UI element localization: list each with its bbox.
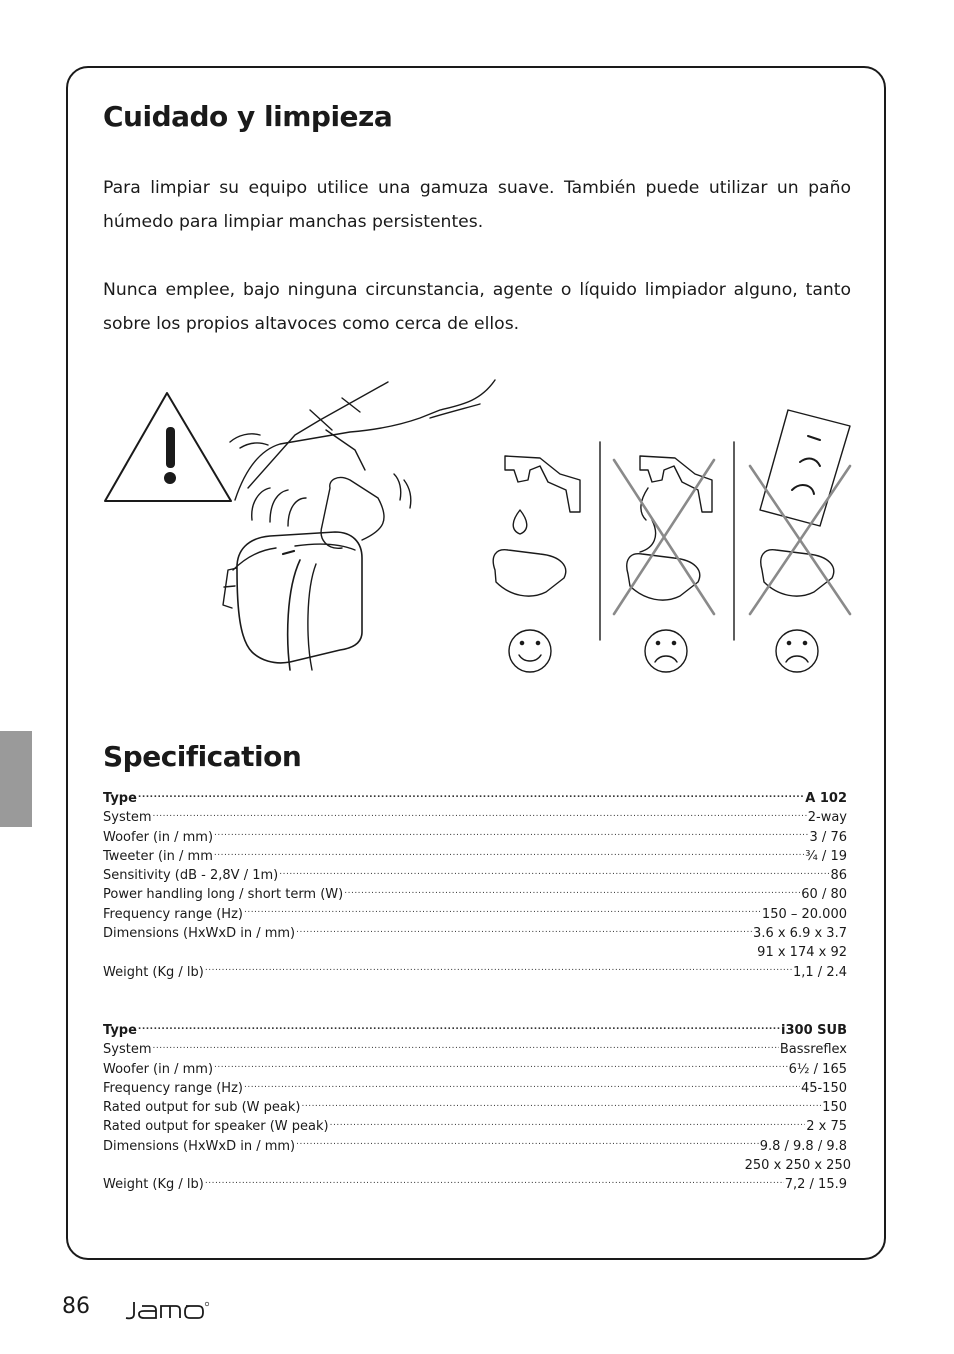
sad-face-icon: [776, 630, 818, 672]
spec-value: 150: [822, 1100, 847, 1116]
spec-table-i300-sub: [103, 1021, 851, 1195]
spec-row: [103, 924, 847, 943]
page-number: 86: [62, 1294, 90, 1319]
spec-title: Specification: [103, 740, 302, 773]
spec-type-row: [103, 1021, 847, 1040]
spec-value: Bassreflex: [779, 1042, 847, 1058]
spec-value: 60 / 80: [801, 887, 847, 903]
spec-value: 250 x 250 x 250: [744, 1158, 851, 1174]
spec-row: [103, 1079, 847, 1098]
spec-row: [103, 963, 847, 982]
crossed-out-chemical-cleaner-icon: [750, 410, 850, 614]
cleaning-illustration: [100, 370, 860, 680]
spec-value: 2 x 75: [806, 1119, 847, 1135]
spec-type-label: Type: [103, 1023, 137, 1038]
spec-row: [103, 808, 847, 827]
spec-value: 2-way: [807, 810, 847, 826]
spec-row-continuation: [103, 943, 847, 962]
spec-row: [103, 1098, 847, 1117]
spec-row: [103, 847, 847, 866]
spec-label: Woofer (in / mm): [103, 1061, 214, 1077]
spec-value: 7,2 / 15.9: [784, 1177, 847, 1193]
care-paragraph-1: Para limpiar su equipo utilice una gamuza suave. También puede utilizar un paño húmedo para limpiar manchas persistentes.: [103, 178, 851, 232]
spec-label: Weight (Kg / lb): [103, 964, 204, 980]
spec-value: 150 – 20.000: [761, 906, 847, 922]
spec-label: Frequency range (Hz): [103, 1080, 243, 1096]
spec-label: Power handling long / short term (W): [103, 887, 344, 903]
spec-row: [103, 1060, 847, 1079]
section-tab-marker: [0, 731, 32, 827]
spec-row: [103, 1137, 847, 1156]
spec-label: Woofer (in / mm): [103, 829, 214, 845]
spec-type-value: i300 SUB: [781, 1023, 847, 1038]
spec-value: 91 x 174 x 92: [757, 945, 847, 961]
spec-value: 3 / 76: [809, 829, 847, 845]
happy-face-icon: [509, 630, 551, 672]
spec-type-label: Type: [103, 791, 137, 806]
spec-type-row: [103, 789, 847, 808]
spec-table-a102: [103, 789, 847, 982]
spec-label: System: [103, 1042, 152, 1058]
spec-label: Rated output for speaker (W peak): [103, 1119, 329, 1135]
jamo-logo: [124, 1298, 224, 1322]
spec-row: [103, 1175, 847, 1194]
warning-triangle-icon: [105, 393, 231, 501]
spec-value: ¾ / 19: [805, 848, 847, 864]
spec-label: Dimensions (HxWxD in / mm): [103, 1138, 296, 1154]
spec-row: [103, 1040, 847, 1059]
care-paragraph-2: Nunca emplee, bajo ninguna circunstancia, agente o líquido limpiador alguno, tanto sobre los propios altavoces como cerca de ellos.: [103, 280, 851, 334]
spec-value: 6½ / 165: [788, 1061, 847, 1077]
spec-type-value: A 102: [805, 791, 847, 806]
spec-row: [103, 885, 847, 904]
spec-row: [103, 1117, 847, 1136]
water-drop-cloth-icon: [493, 456, 580, 596]
spec-row: [103, 866, 847, 885]
sad-face-icon: [645, 630, 687, 672]
crossed-out-wet-cloth-icon: [614, 456, 714, 614]
spec-value: 9.8 / 9.8 / 9.8: [759, 1138, 847, 1154]
care-title: Cuidado y limpieza: [103, 100, 393, 133]
spec-value: 3.6 x 6.9 x 3.7: [753, 926, 847, 942]
speaker-wiping-hand-icon: [223, 380, 495, 670]
spec-label: Tweeter (in / mm: [103, 848, 213, 864]
spec-row: [103, 828, 847, 847]
spec-label: Weight (Kg / lb): [103, 1177, 204, 1193]
spec-label: Sensitivity (dB - 2,8V / 1m): [103, 868, 279, 884]
spec-value: 86: [830, 868, 847, 884]
spec-label: Dimensions (HxWxD in / mm): [103, 926, 296, 942]
spec-row: [103, 905, 847, 924]
spec-value: 45-150: [800, 1080, 847, 1096]
spec-label: Frequency range (Hz): [103, 906, 243, 922]
spec-row-continuation: [103, 1156, 851, 1175]
spec-label: Rated output for sub (W peak): [103, 1100, 301, 1116]
spec-value: 1,1 / 2.4: [793, 964, 847, 980]
spec-label: System: [103, 810, 152, 826]
